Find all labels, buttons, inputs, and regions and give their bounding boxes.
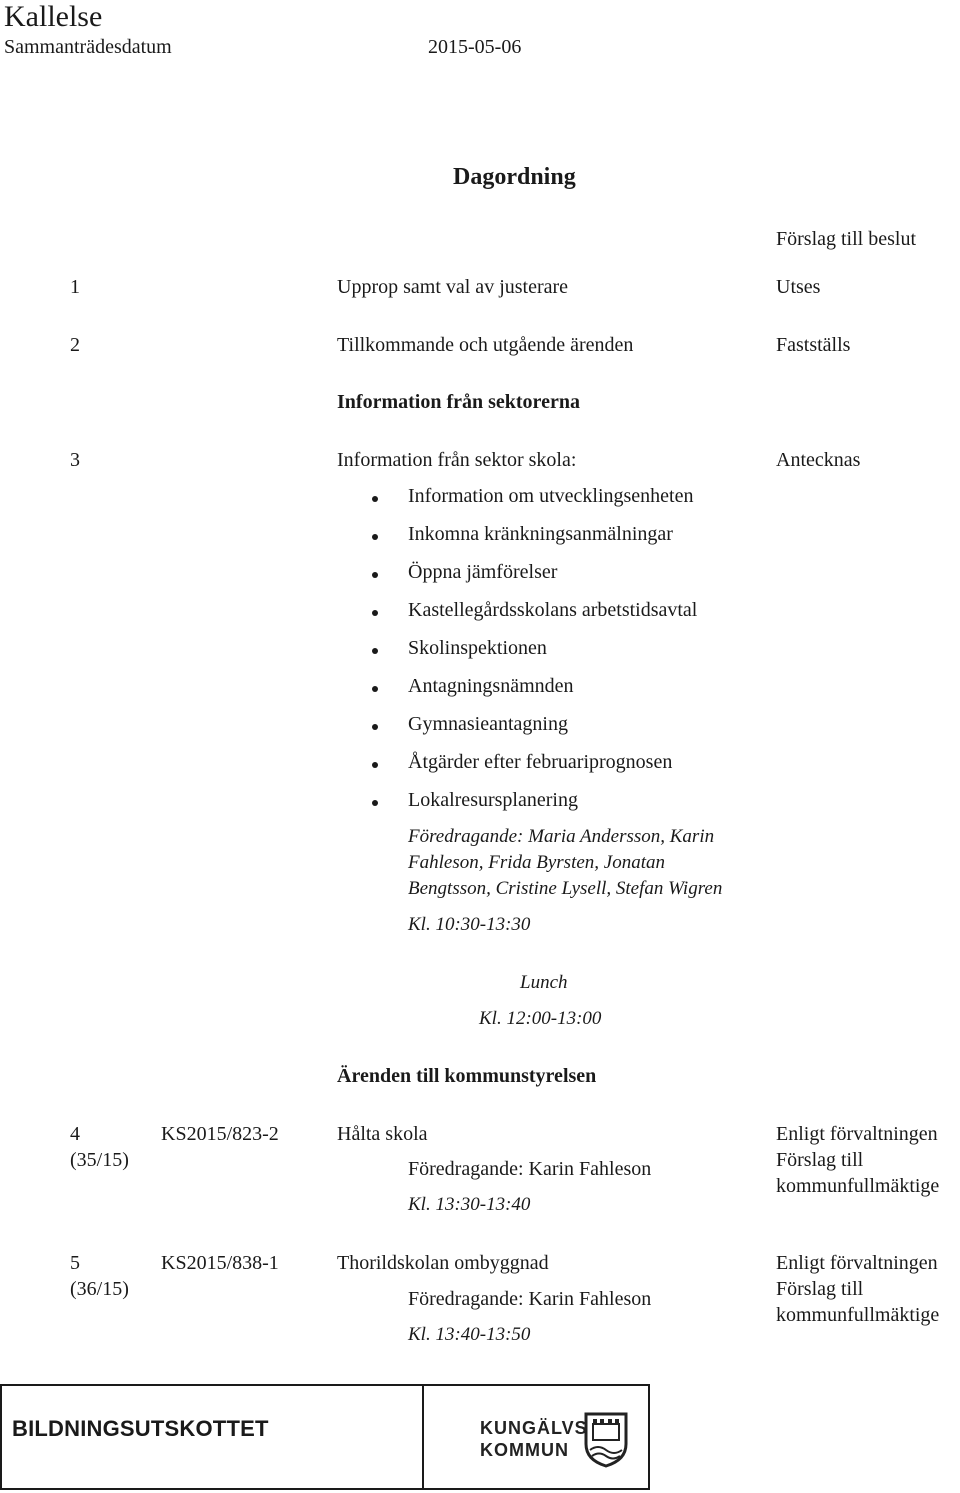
item-decision: Förslag till (776, 1149, 864, 1171)
bullet-item: Antagningsnämnden (408, 675, 574, 697)
lunch-label: Lunch (520, 972, 568, 993)
bullet-dot (372, 800, 378, 806)
item-decision: Fastställs (776, 334, 851, 356)
item-number: 1 (70, 276, 80, 298)
bullet-item: Gymnasieantagning (408, 713, 568, 735)
committee-name: BILDNINGSUTSKOTTET (12, 1416, 269, 1441)
item-number: 2 (70, 334, 80, 356)
item-decision: Enligt förvaltningen (776, 1123, 938, 1145)
lunch-time: Kl. 12:00-13:00 (479, 1008, 602, 1029)
bullet-item: Öppna jämförelser (408, 561, 558, 583)
bullet-item: Information om utvecklingsenheten (408, 485, 694, 507)
section-heading-ks: Ärenden till kommunstyrelsen (337, 1065, 597, 1087)
bullet-dot (372, 610, 378, 616)
bullet-dot (372, 762, 378, 768)
item-title: Thorildskolan ombyggnad (337, 1252, 549, 1274)
item-presenter: Föredragande: Karin Fahleson (408, 1158, 652, 1180)
logo-text-line1: KUNGÄLVS (480, 1418, 588, 1438)
case-number: KS2015/838-1 (161, 1252, 279, 1274)
bullet-item: Åtgärder efter februariprognosen (408, 751, 673, 773)
bullet-dot (372, 648, 378, 654)
presenters-line: Fahleson, Frida Byrsten, Jonatan (408, 852, 665, 873)
presenters-line: Bengtsson, Cristine Lysell, Stefan Wigren (408, 878, 723, 899)
presenters-line: Föredragande: Maria Andersson, Karin (408, 826, 715, 847)
bullet-dot (372, 496, 378, 502)
item-number: 5 (70, 1252, 80, 1274)
bullet-dot (372, 534, 378, 540)
case-number: KS2015/823-2 (161, 1123, 279, 1145)
item-decision: Utses (776, 276, 821, 298)
bullet-item: Skolinspektionen (408, 637, 547, 659)
item-ref: (35/15) (70, 1149, 129, 1171)
item-time: Kl. 10:30-13:30 (408, 914, 531, 935)
item-title: Upprop samt val av justerare (337, 276, 569, 298)
item-time: Kl. 13:40-13:50 (408, 1324, 531, 1345)
item-decision: Enligt förvaltningen (776, 1252, 938, 1274)
item-title: Hålta skola (337, 1123, 428, 1145)
item-number: 3 (70, 449, 80, 471)
item-decision: kommunfullmäktige (776, 1175, 940, 1197)
item-ref: (36/15) (70, 1278, 129, 1300)
item-presenter: Föredragande: Karin Fahleson (408, 1288, 652, 1310)
municipal-crest-icon (580, 1408, 632, 1470)
document-title: Kallelse (4, 0, 103, 33)
bullet-dot (372, 724, 378, 730)
meeting-date-label: Sammanträdesdatum (4, 36, 172, 58)
agenda-heading: Dagordning (453, 164, 576, 190)
proposal-column-label: Förslag till beslut (776, 228, 916, 250)
item-time: Kl. 13:30-13:40 (408, 1194, 531, 1215)
footer-divider (422, 1386, 424, 1488)
bullet-dot (372, 572, 378, 578)
section-heading-info: Information från sektorerna (337, 391, 580, 413)
item-decision: kommunfullmäktige (776, 1304, 940, 1326)
item-number: 4 (70, 1123, 80, 1145)
bullet-item: Inkomna kränkningsanmälningar (408, 523, 673, 545)
bullet-dot (372, 686, 378, 692)
footer-box (0, 1384, 650, 1490)
item-title: Tillkommande och utgående ärenden (337, 334, 634, 356)
bullet-item: Kastellegårdsskolans arbetstidsavtal (408, 599, 698, 621)
bullet-item: Lokalresursplanering (408, 789, 578, 811)
logo-text-line2: KOMMUN (480, 1440, 569, 1460)
meeting-date: 2015-05-06 (428, 36, 522, 58)
item-decision: Antecknas (776, 449, 861, 471)
item-decision: Förslag till (776, 1278, 864, 1300)
item-title: Information från sektor skola: (337, 449, 577, 471)
